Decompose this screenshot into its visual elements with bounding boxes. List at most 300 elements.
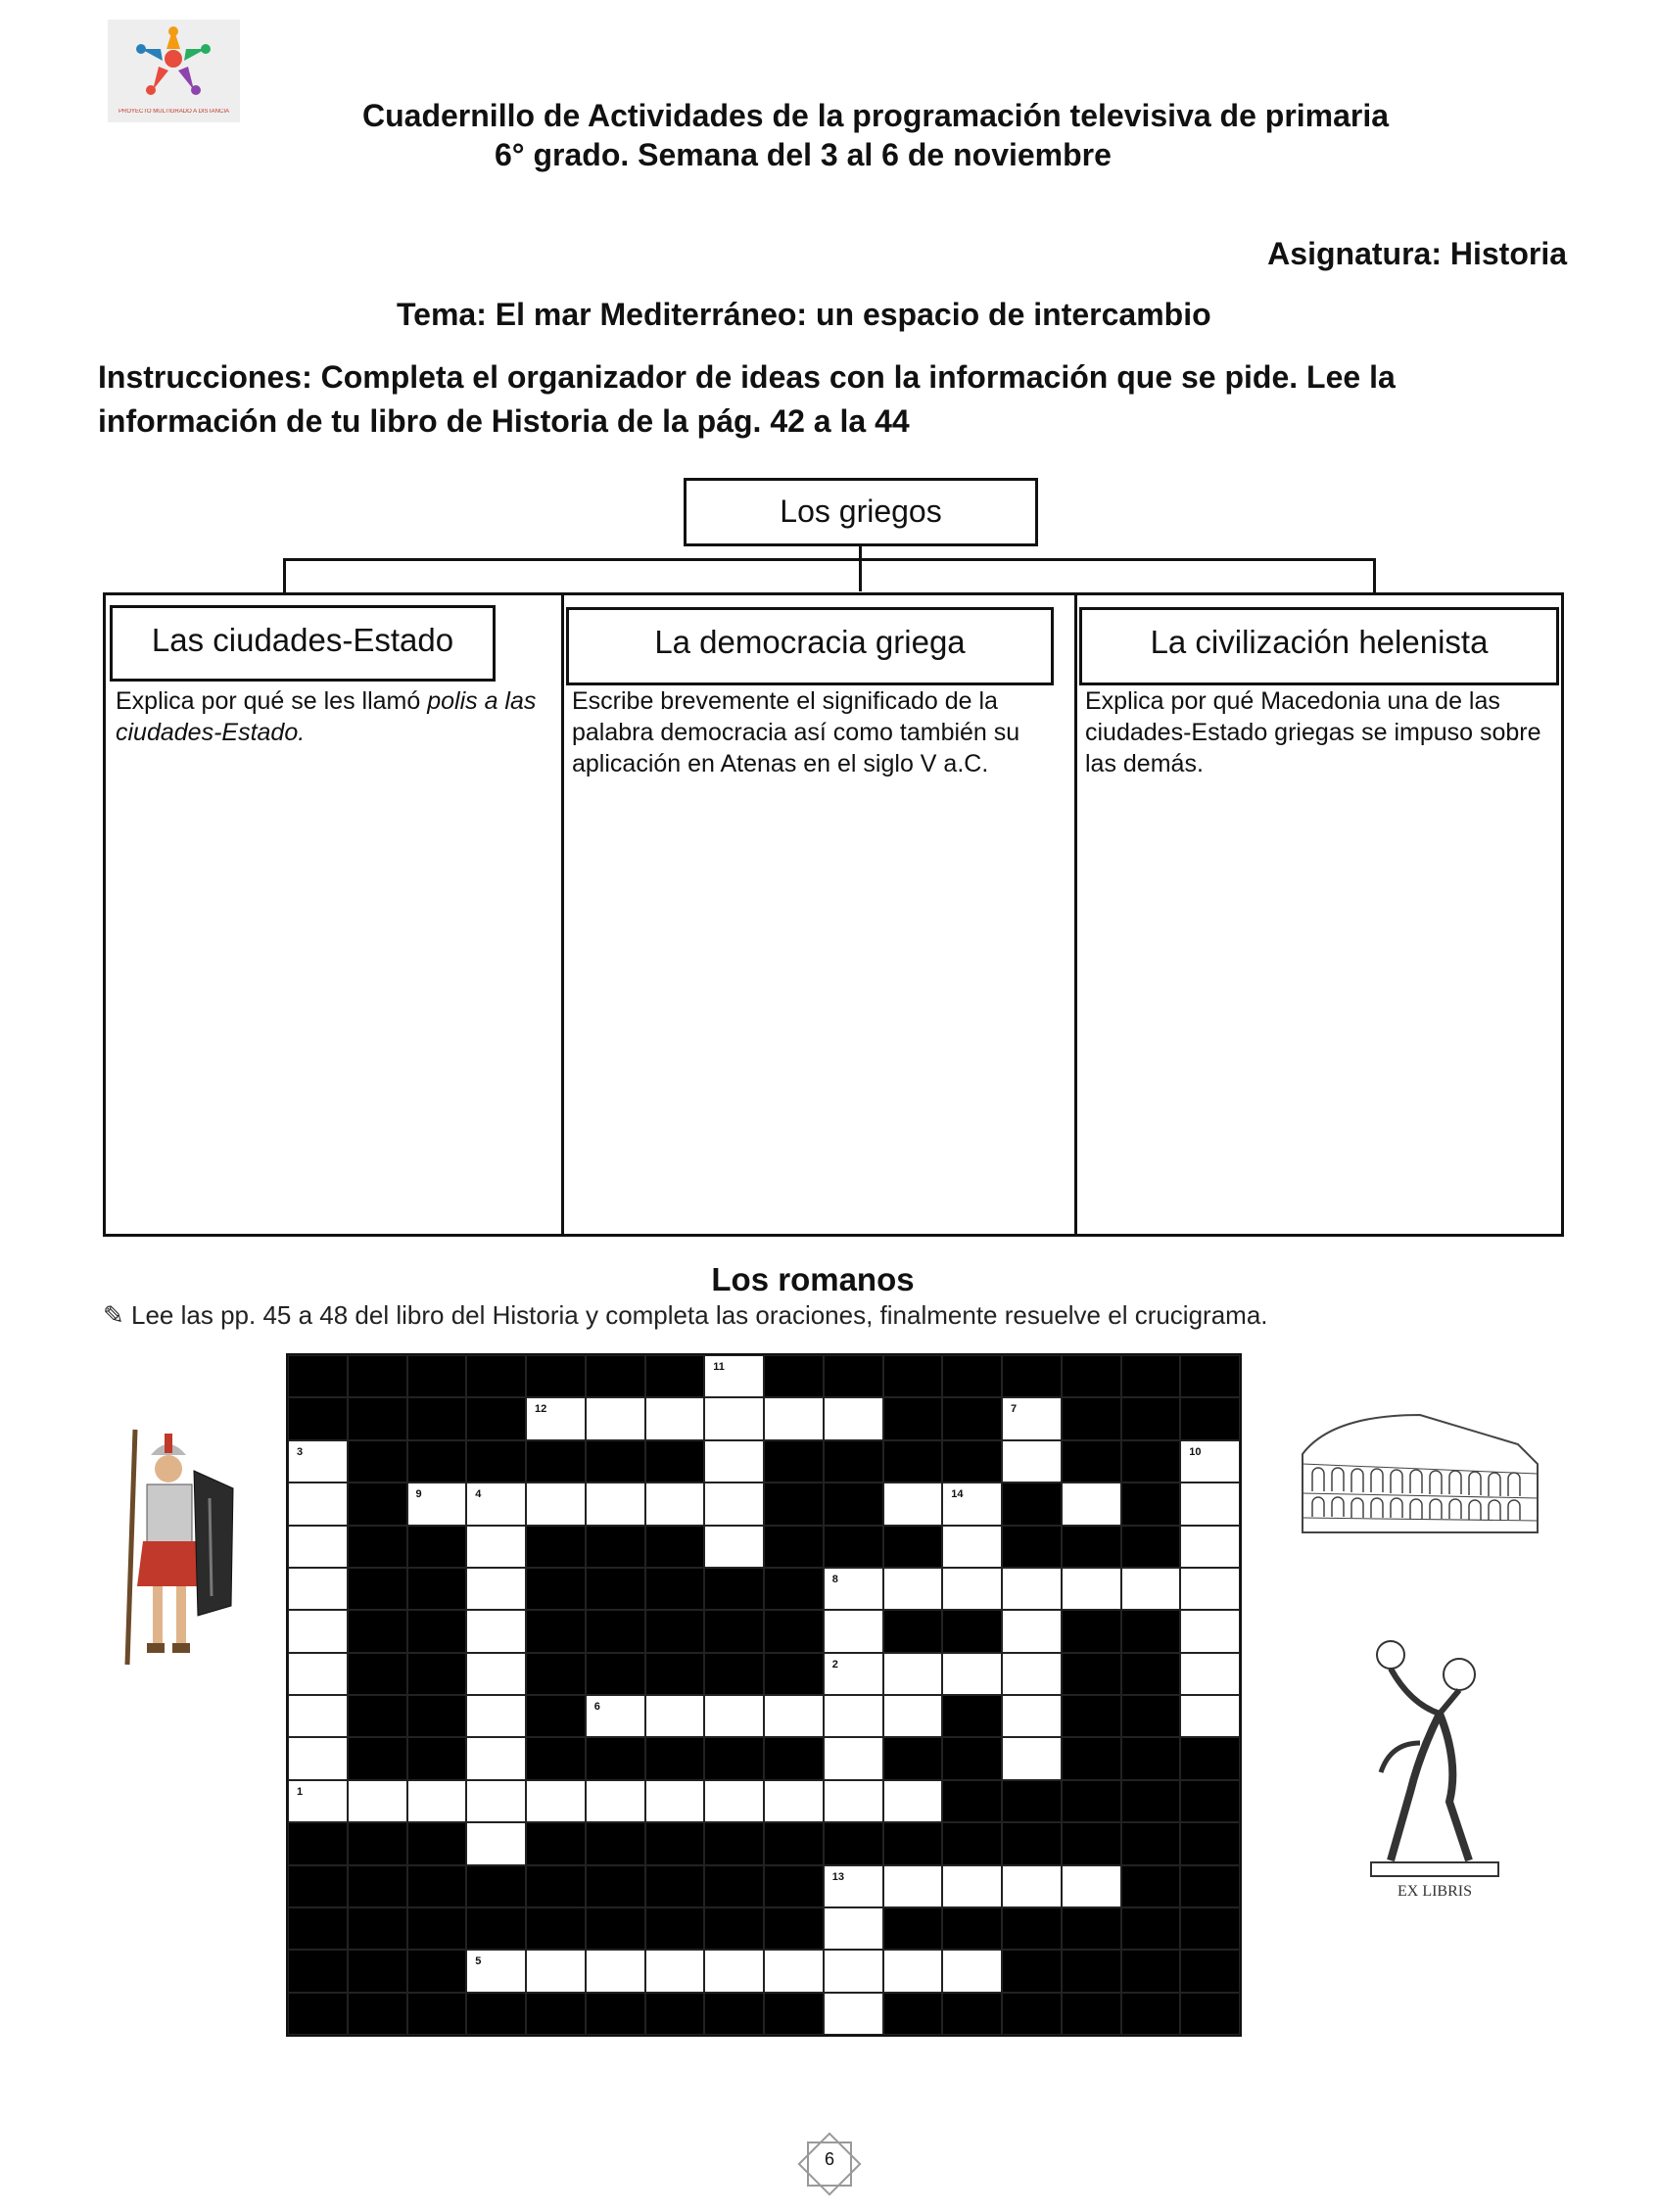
crossword-block xyxy=(764,1865,824,1907)
crossword-block xyxy=(1062,1780,1121,1822)
booklet-subtitle: 6° grado. Semana del 3 al 6 de noviembre xyxy=(495,137,1112,172)
crossword-block xyxy=(704,1907,764,1950)
crossword-cell[interactable] xyxy=(1062,1568,1121,1610)
crossword-cell[interactable] xyxy=(586,1695,645,1737)
crossword-block xyxy=(586,1568,645,1610)
crossword-block xyxy=(764,1440,824,1483)
crossword-block xyxy=(1062,1653,1121,1695)
crossword-cell[interactable] xyxy=(466,1653,526,1695)
crossword-block xyxy=(764,1526,824,1568)
answer-area-hellenistic[interactable] xyxy=(1081,783,1559,1229)
crossword-cell[interactable] xyxy=(526,1483,586,1525)
crossword-cell[interactable] xyxy=(824,1907,883,1950)
crossword-block xyxy=(942,1695,1002,1737)
crossword-cell[interactable] xyxy=(645,1780,705,1822)
column-prompt-city-states: Explica por qué se les llamó polis a las ciudades-Estado. xyxy=(116,687,537,746)
logo-caption: PROYECTO MULTIGRADO A DISTANCIA xyxy=(118,109,230,115)
crossword-block xyxy=(586,1610,645,1652)
clue-number: 3 xyxy=(297,1445,304,1458)
crossword-cell[interactable] xyxy=(288,1568,348,1610)
crossword-block xyxy=(407,1865,467,1907)
crossword-block xyxy=(348,1993,407,2035)
crossword-block xyxy=(1002,1993,1062,2035)
crossword-block xyxy=(645,1355,705,1397)
crossword-block xyxy=(1121,1822,1181,1864)
column-title-city-states: Las ciudades-Estado xyxy=(110,605,496,682)
crossword-cell[interactable] xyxy=(288,1483,348,1525)
crossword-cell[interactable] xyxy=(466,1822,526,1864)
crossword-cell[interactable] xyxy=(645,1950,705,1992)
crossword-cell[interactable] xyxy=(526,1780,586,1822)
crossword-block xyxy=(1002,1526,1062,1568)
crossword-block xyxy=(883,1907,943,1950)
crossword-cell[interactable] xyxy=(764,1780,824,1822)
crossword-block xyxy=(942,1440,1002,1483)
clue-number: 12 xyxy=(535,1403,547,1416)
column-prompt-democracy: Escribe brevemente el significado de la palabra democracia así como también su aplicación en Atenas en el siglo V a.C. xyxy=(572,687,1020,777)
crossword-block xyxy=(704,1653,764,1695)
crossword-block xyxy=(526,1993,586,2035)
crossword-block xyxy=(645,1440,705,1483)
crossword-block xyxy=(407,1355,467,1397)
crossword-cell[interactable] xyxy=(824,1695,883,1737)
crossword-block xyxy=(1180,1993,1240,2035)
crossword-block xyxy=(883,1440,943,1483)
crossword-block xyxy=(1121,1907,1181,1950)
crossword-cell[interactable] xyxy=(824,1568,883,1610)
crossword-cell[interactable] xyxy=(824,1653,883,1695)
crossword-block xyxy=(407,1397,467,1439)
crossword-block xyxy=(1121,1950,1181,1992)
crossword-cell[interactable] xyxy=(645,1397,705,1439)
crossword-cell[interactable] xyxy=(645,1695,705,1737)
crossword-cell[interactable] xyxy=(704,1526,764,1568)
clue-number: 8 xyxy=(831,1573,838,1585)
crossword-block xyxy=(942,1780,1002,1822)
crossword-cell[interactable] xyxy=(764,1950,824,1992)
crossword-cell[interactable] xyxy=(824,1780,883,1822)
crossword-block xyxy=(1180,1822,1240,1864)
crossword-cell[interactable] xyxy=(1062,1865,1121,1907)
crossword-cell[interactable] xyxy=(466,1695,526,1737)
crossword-block xyxy=(824,1483,883,1525)
crossword-block xyxy=(645,1865,705,1907)
crossword-block xyxy=(348,1950,407,1992)
crossword-block xyxy=(526,1610,586,1652)
crossword-cell[interactable] xyxy=(586,1950,645,1992)
crossword-cell[interactable] xyxy=(466,1737,526,1779)
crossword-block xyxy=(1180,1780,1240,1822)
crossword-cell[interactable] xyxy=(1180,1483,1240,1525)
crossword-block xyxy=(1121,1397,1181,1439)
crossword-block xyxy=(1062,1822,1121,1864)
crossword-block xyxy=(883,1355,943,1397)
crossword-block xyxy=(466,1993,526,2035)
crossword-block xyxy=(1002,1822,1062,1864)
crossword-cell[interactable] xyxy=(1180,1695,1240,1737)
crossword-cell[interactable] xyxy=(466,1780,526,1822)
crossword-block xyxy=(407,1993,467,2035)
crossword-block xyxy=(466,1355,526,1397)
crossword-block xyxy=(526,1737,586,1779)
connector-line xyxy=(859,546,862,591)
clue-number: 5 xyxy=(475,1955,482,1968)
crossword-block xyxy=(348,1440,407,1483)
crossword-cell[interactable] xyxy=(1121,1568,1181,1610)
crossword-block xyxy=(764,1907,824,1950)
crossword-cell[interactable] xyxy=(942,1483,1002,1525)
crossword-block xyxy=(1180,1355,1240,1397)
crossword-cell[interactable] xyxy=(1002,1568,1062,1610)
crossword-block xyxy=(586,1355,645,1397)
crossword-cell[interactable] xyxy=(466,1483,526,1525)
column-divider xyxy=(1074,592,1077,1237)
crossword-block xyxy=(1062,1695,1121,1737)
ex-libris-label: EX LIBRIS xyxy=(1397,1883,1472,1900)
roman-soldier-illustration xyxy=(108,1420,245,1679)
crossword-block xyxy=(1121,1653,1181,1695)
clue-number: 4 xyxy=(475,1488,482,1501)
crossword-block xyxy=(526,1440,586,1483)
crossword-cell[interactable] xyxy=(764,1695,824,1737)
crossword-block xyxy=(348,1568,407,1610)
crossword-block xyxy=(407,1526,467,1568)
crossword-block xyxy=(883,1737,943,1779)
crossword-cell[interactable] xyxy=(704,1780,764,1822)
crossword-block xyxy=(407,1653,467,1695)
crossword-cell[interactable] xyxy=(942,1568,1002,1610)
crossword-block xyxy=(1062,1440,1121,1483)
crossword-block xyxy=(645,1822,705,1864)
crossword-cell[interactable] xyxy=(288,1780,348,1822)
crossword-cell[interactable] xyxy=(407,1483,467,1525)
clue-number: 11 xyxy=(713,1361,725,1373)
crossword-block xyxy=(466,1907,526,1950)
crossword-cell[interactable] xyxy=(883,1695,943,1737)
column-divider xyxy=(561,592,564,1237)
crossword-cell[interactable] xyxy=(824,1865,883,1907)
crossword-block xyxy=(764,1822,824,1864)
crossword-block xyxy=(942,1822,1002,1864)
crossword-block xyxy=(1062,1950,1121,1992)
crossword-block xyxy=(1062,1526,1121,1568)
answer-area-city-states[interactable] xyxy=(110,783,555,1229)
crossword-block xyxy=(645,1568,705,1610)
crossword-block xyxy=(883,1610,943,1652)
clue-number: 1 xyxy=(297,1785,304,1798)
crossword-block xyxy=(645,1610,705,1652)
clue-number: 9 xyxy=(415,1488,422,1501)
crossword-block xyxy=(883,1822,943,1864)
crossword-block xyxy=(407,1737,467,1779)
crossword-block xyxy=(288,1993,348,2035)
crossword-block xyxy=(407,1695,467,1737)
clue-number: 13 xyxy=(831,1870,844,1883)
crossword-block xyxy=(1121,1610,1181,1652)
crossword-cell[interactable] xyxy=(586,1780,645,1822)
crossword-block xyxy=(645,1526,705,1568)
answer-area-democracy[interactable] xyxy=(568,783,1069,1229)
crossword-block xyxy=(526,1695,586,1737)
crossword-block xyxy=(348,1653,407,1695)
crossword-block xyxy=(1121,1993,1181,2035)
crossword-cell[interactable] xyxy=(704,1950,764,1992)
crossword-block xyxy=(466,1865,526,1907)
crossword-block xyxy=(704,1822,764,1864)
column-prompt-hellenistic: Explica por qué Macedonia una de las ciudades-Estado griegas se impuso sobre las demás. xyxy=(1085,687,1541,777)
crossword-block xyxy=(1062,1355,1121,1397)
crossword-block xyxy=(526,1568,586,1610)
crossword-block xyxy=(526,1526,586,1568)
crossword-block xyxy=(704,1568,764,1610)
crossword-block xyxy=(348,1610,407,1652)
crossword-block xyxy=(407,1907,467,1950)
column-title-hellenistic: La civilización helenista xyxy=(1079,607,1559,685)
crossword-cell[interactable] xyxy=(704,1695,764,1737)
crossword-block xyxy=(466,1440,526,1483)
clue-number: 10 xyxy=(1189,1445,1202,1458)
star-people-logo-icon xyxy=(108,20,240,108)
crossword-block xyxy=(348,1397,407,1439)
crossword-block xyxy=(764,1993,824,2035)
crossword-block xyxy=(704,1993,764,2035)
crossword-block xyxy=(348,1526,407,1568)
crossword-cell[interactable] xyxy=(1180,1610,1240,1652)
crossword-cell[interactable] xyxy=(824,1993,883,2035)
crossword-cell[interactable] xyxy=(586,1397,645,1439)
crossword-block xyxy=(824,1822,883,1864)
crossword-cell[interactable] xyxy=(883,1950,943,1992)
crossword-block xyxy=(407,1950,467,1992)
crossword-block xyxy=(942,1355,1002,1397)
crossword-cell[interactable] xyxy=(288,1440,348,1483)
crossword-block xyxy=(1121,1440,1181,1483)
crossword-block xyxy=(466,1397,526,1439)
section-title-romans: Los romanos xyxy=(711,1261,915,1297)
crossword-block xyxy=(348,1355,407,1397)
crossword-cell[interactable] xyxy=(824,1610,883,1652)
crossword-cell[interactable] xyxy=(1002,1865,1062,1907)
crossword-cell[interactable] xyxy=(288,1653,348,1695)
crossword-block xyxy=(1121,1355,1181,1397)
connector-line xyxy=(1373,558,1376,592)
crossword-cell[interactable] xyxy=(942,1865,1002,1907)
crossword-cell[interactable] xyxy=(1002,1695,1062,1737)
crossword-block xyxy=(645,1993,705,2035)
crossword-cell[interactable] xyxy=(288,1737,348,1779)
crossword-cell[interactable] xyxy=(764,1397,824,1439)
crossword-block xyxy=(764,1737,824,1779)
booklet-title: Cuadernillo de Actividades de la programación televisiva de primaria xyxy=(362,98,1390,133)
crossword-block xyxy=(407,1822,467,1864)
crossword-block xyxy=(348,1483,407,1525)
crossword-block xyxy=(407,1568,467,1610)
organizer-root-box: Los griegos xyxy=(684,478,1038,546)
crossword-block xyxy=(1062,1737,1121,1779)
crossword-block xyxy=(1121,1526,1181,1568)
crossword-block xyxy=(586,1653,645,1695)
crossword-cell[interactable] xyxy=(1002,1653,1062,1695)
crossword-cell[interactable] xyxy=(824,1397,883,1439)
program-logo xyxy=(108,20,240,122)
crossword-block xyxy=(1002,1355,1062,1397)
crossword-block xyxy=(883,1397,943,1439)
crossword-cell[interactable] xyxy=(348,1780,407,1822)
crossword-cell[interactable] xyxy=(1180,1653,1240,1695)
crossword-block xyxy=(704,1737,764,1779)
crossword-block xyxy=(824,1526,883,1568)
crossword-block xyxy=(942,1610,1002,1652)
crossword-block xyxy=(288,1950,348,1992)
crossword-cell[interactable] xyxy=(1002,1397,1062,1439)
crossword-block xyxy=(586,1865,645,1907)
subject-label: Asignatura: Historia xyxy=(1267,236,1567,271)
crossword-block xyxy=(1121,1483,1181,1525)
crossword-cell[interactable] xyxy=(942,1653,1002,1695)
crossword-block xyxy=(586,1526,645,1568)
crossword-cell[interactable] xyxy=(942,1526,1002,1568)
crossword-block xyxy=(645,1907,705,1950)
crossword-cell[interactable] xyxy=(586,1483,645,1525)
crossword-block xyxy=(1121,1865,1181,1907)
crossword-block xyxy=(1180,1737,1240,1779)
discobolus-statue-illustration xyxy=(1351,1635,1528,1900)
crossword-cell[interactable] xyxy=(526,1397,586,1439)
crossword-block xyxy=(288,1907,348,1950)
crossword-cell[interactable] xyxy=(1180,1568,1240,1610)
crossword-block xyxy=(1180,1907,1240,1950)
crossword-cell[interactable] xyxy=(883,1483,943,1525)
crossword-cell[interactable] xyxy=(942,1950,1002,1992)
crossword-block xyxy=(764,1355,824,1397)
crossword-block xyxy=(1180,1865,1240,1907)
crossword-block xyxy=(1121,1695,1181,1737)
crossword-block xyxy=(824,1355,883,1397)
crossword-block xyxy=(586,1822,645,1864)
crossword-block xyxy=(586,1907,645,1950)
crossword-block xyxy=(942,1993,1002,2035)
crossword-block xyxy=(1062,1397,1121,1439)
crossword-cell[interactable] xyxy=(1180,1526,1240,1568)
crossword-block xyxy=(1062,1610,1121,1652)
instructions: Instrucciones: Completa el organizador de ideas con la información que se pide. Lee la información de tu libro de Historia de la pág. 42 a la 44 xyxy=(98,359,1396,439)
topic-label: Tema: El mar Mediterráneo: un espacio de intercambio xyxy=(397,297,1211,332)
crossword-block xyxy=(1180,1950,1240,1992)
crossword-cell[interactable] xyxy=(288,1610,348,1652)
crossword-block xyxy=(764,1483,824,1525)
crossword-cell[interactable] xyxy=(288,1526,348,1568)
crossword-block xyxy=(764,1568,824,1610)
column-title-democracy: La democracia griega xyxy=(566,607,1054,685)
crossword-block xyxy=(1002,1780,1062,1822)
crossword-block xyxy=(288,1397,348,1439)
crossword-block xyxy=(407,1610,467,1652)
crossword-cell[interactable] xyxy=(466,1950,526,1992)
crossword-block xyxy=(1002,1483,1062,1525)
crossword-block xyxy=(526,1822,586,1864)
crossword-block xyxy=(1002,1907,1062,1950)
crossword-cell[interactable] xyxy=(466,1568,526,1610)
crossword-block xyxy=(764,1610,824,1652)
crossword-block xyxy=(883,1993,943,2035)
crossword-cell[interactable] xyxy=(645,1483,705,1525)
crossword-block xyxy=(942,1737,1002,1779)
crossword-cell[interactable] xyxy=(704,1483,764,1525)
crossword-block xyxy=(704,1865,764,1907)
crossword-block xyxy=(645,1737,705,1779)
crossword-block xyxy=(645,1653,705,1695)
crossword-block xyxy=(526,1865,586,1907)
crossword-cell[interactable] xyxy=(824,1950,883,1992)
crossword-cell[interactable] xyxy=(704,1440,764,1483)
crossword-block xyxy=(1121,1780,1181,1822)
connector-line xyxy=(283,558,286,592)
crossword-block xyxy=(824,1440,883,1483)
crossword-cell[interactable] xyxy=(1062,1483,1121,1525)
crossword-block xyxy=(764,1653,824,1695)
section-instructions-romans: ✎ Lee las pp. 45 a 48 del libro del Historia y completa las oraciones, finalmente resuelve el crucigrama. xyxy=(103,1300,1268,1330)
crossword-block xyxy=(942,1907,1002,1950)
crossword-cell[interactable] xyxy=(288,1695,348,1737)
crossword-block xyxy=(586,1993,645,2035)
crossword-block xyxy=(288,1865,348,1907)
clue-number: 14 xyxy=(951,1488,964,1501)
clue-number: 2 xyxy=(831,1658,838,1671)
crossword-cell[interactable] xyxy=(883,1865,943,1907)
crossword-block xyxy=(348,1907,407,1950)
crossword-cell[interactable] xyxy=(824,1737,883,1779)
crossword-block xyxy=(704,1610,764,1652)
crossword-block xyxy=(942,1397,1002,1439)
crossword-cell[interactable] xyxy=(1002,1610,1062,1652)
crossword-block xyxy=(1180,1397,1240,1439)
clue-number: 7 xyxy=(1011,1403,1018,1416)
crossword-block xyxy=(883,1526,943,1568)
crossword-cell[interactable] xyxy=(1002,1737,1062,1779)
crossword-cell[interactable] xyxy=(883,1653,943,1695)
crossword-block xyxy=(586,1440,645,1483)
crossword-cell[interactable] xyxy=(407,1780,467,1822)
crossword-block xyxy=(348,1822,407,1864)
crossword-block xyxy=(526,1355,586,1397)
crossword-cell[interactable] xyxy=(883,1568,943,1610)
crossword-block xyxy=(1121,1737,1181,1779)
crossword-block xyxy=(348,1737,407,1779)
crossword-cell[interactable] xyxy=(466,1526,526,1568)
crossword-cell[interactable] xyxy=(883,1780,943,1822)
connector-line xyxy=(283,558,1376,561)
crossword-cell[interactable] xyxy=(526,1950,586,1992)
colosseum-illustration xyxy=(1293,1405,1549,1542)
crossword-block xyxy=(526,1907,586,1950)
crossword-grid xyxy=(286,1353,1242,2037)
crossword-block xyxy=(1062,1907,1121,1950)
crossword-block xyxy=(348,1695,407,1737)
crossword-cell[interactable] xyxy=(704,1397,764,1439)
crossword-block xyxy=(1062,1993,1121,2035)
crossword-cell[interactable] xyxy=(1180,1440,1240,1483)
crossword-block xyxy=(288,1355,348,1397)
page-number: 6 xyxy=(824,2149,834,2169)
crossword-block xyxy=(407,1440,467,1483)
pencil-icon: ✎ xyxy=(103,1300,132,1330)
crossword-block xyxy=(1002,1950,1062,1992)
crossword-cell[interactable] xyxy=(704,1355,764,1397)
crossword-block xyxy=(348,1865,407,1907)
crossword-cell[interactable] xyxy=(466,1610,526,1652)
crossword-block xyxy=(586,1737,645,1779)
crossword-cell[interactable] xyxy=(1002,1440,1062,1483)
